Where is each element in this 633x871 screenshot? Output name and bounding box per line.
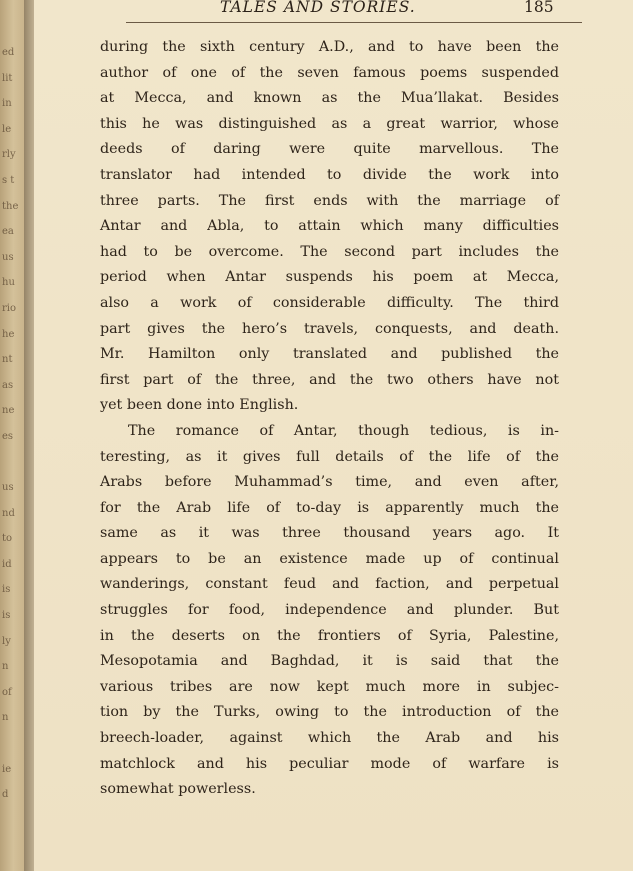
paragraph-2: [100, 419, 559, 803]
text-line: Arabs before Muhammad’s time, and even after,: [100, 474, 559, 491]
text-line: in the deserts on the frontiers of Syria, Palestine,: [100, 627, 559, 644]
text-line: appears to be an existence made up of continual: [100, 550, 559, 567]
page-number: 185: [524, 0, 554, 16]
text-line: author of one of the seven famous poems suspended: [100, 64, 559, 81]
text-line: period when Antar suspends his poem at Mecca,: [100, 269, 559, 286]
header-rule: [126, 22, 582, 23]
text-line: deeds of daring were quite marvellous. The: [100, 141, 559, 158]
text-line: translator had intended to divide the work into: [100, 166, 559, 183]
text-line: breech-loader, against which the Arab and his: [100, 730, 559, 747]
text-line: same as it was three thousand years ago. It: [100, 525, 559, 542]
text-line: this he was distinguished as a great warrior, whose: [100, 115, 559, 132]
text-line: teresting, as it gives full details of the life of the: [100, 448, 559, 465]
text-line: also a work of considerable difficulty. The third: [100, 294, 559, 311]
text-line: at Mecca, and known as the Mua’llakat. Besides: [100, 90, 559, 107]
text-line: Mr. Hamilton only translated and published the: [100, 346, 559, 363]
text-line: part gives the hero’s travels, conquests, and death.: [100, 320, 559, 337]
facing-page-bleed-text: ed lit in le rly s t the ea us hu rio he nt as ne es us nd to id is is ly n of n ie d: [2, 47, 19, 801]
paragraph-1: [100, 35, 559, 419]
body-text: [100, 35, 559, 803]
text-line: somewhat powerless.: [100, 781, 256, 798]
text-line: Antar and Abla, to attain which many difficulties: [100, 218, 559, 235]
text-line: various tribes are now kept much more in subjec-: [100, 678, 559, 695]
text-line: first part of the three, and the two others have not: [100, 371, 559, 388]
text-line: tion by the Turks, owing to the introduction of the: [100, 704, 559, 721]
text-line: for the Arab life of to-day is apparently much the: [100, 499, 559, 516]
text-line: three parts. The first ends with the marriage of: [100, 192, 559, 209]
text-line: matchlock and his peculiar mode of warfare is: [100, 755, 559, 772]
text-line: The romance of Antar, though tedious, is in-: [128, 422, 559, 439]
text-line: yet been done into English.: [100, 397, 299, 414]
text-line: had to be overcome. The second part includes the: [100, 243, 559, 260]
text-line: struggles for food, independence and plunder. But: [100, 602, 559, 619]
page-header: [34, 0, 633, 22]
text-line: wanderings, constant feud and faction, and perpetual: [100, 576, 559, 593]
running-head: TALES AND STORIES.: [220, 0, 416, 16]
text-line: Mesopotamia and Baghdad, it is said that the: [100, 653, 559, 670]
text-line: during the sixth century A.D., and to have been the: [100, 39, 559, 55]
book-page: [34, 0, 633, 871]
